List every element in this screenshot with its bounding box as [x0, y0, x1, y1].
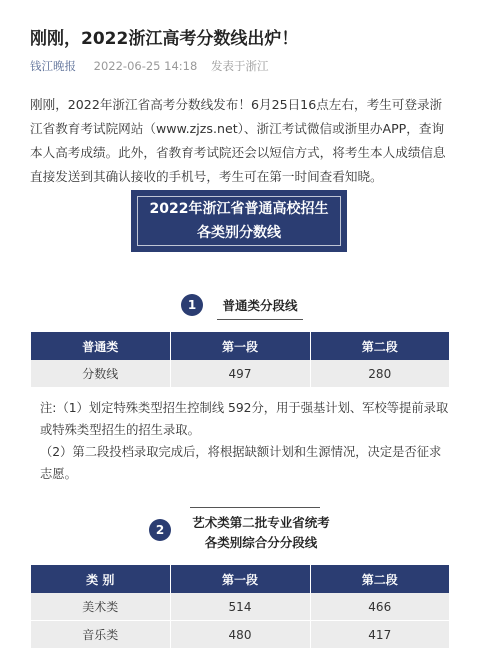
section-2-title-line-2: 各类别综合分分段线 [204, 535, 318, 550]
table-cell: 480 [170, 621, 310, 649]
banner-line-1: 2022年浙江省普通高校招生 [149, 201, 329, 217]
publish-location: 发表于浙江 [210, 59, 269, 73]
section-2-badge: 2 [149, 519, 171, 541]
table-row [31, 360, 449, 388]
section-1-note-2: （2）第二段投档录取完成后，将根据缺额计划和生源情况，决定是否征求志愿。 [40, 445, 442, 481]
table-header-cell: 普通类 [31, 332, 170, 360]
table-cell: 美术类 [31, 593, 170, 621]
section-2-title-line-1: 艺术类第二批专业省统考 [192, 515, 330, 530]
section-1-note-1: 注:（1）划定特殊类型招生控制线 592分，用于强基计划、军校等提前录取或特殊类型招生的招生录取。 [40, 401, 449, 437]
intro-paragraph: 刚刚，2022年浙江省高考分数线发布！6月25日16点左右，考生可登录浙江省教育考试院网站（www.zjzs.net）、浙江考试微信或浙里办APP，查询本人高考成绩。此外，省教育考试院还会以短信方式，将考生本人成绩信息直接发送到其确认接收的手机号，考生可在第一时间查看知晓。 [30, 97, 446, 184]
section-2-top-rule [190, 507, 320, 508]
score-banner [131, 190, 347, 252]
table-cell: 280 [310, 360, 449, 388]
table-cell: 分数线 [31, 360, 170, 388]
article-meta [30, 58, 268, 74]
section-1-table [31, 332, 449, 388]
table-header-row [31, 332, 449, 360]
table-header-cell: 第一段 [170, 332, 310, 360]
account-name-link[interactable]: 钱江晚报 [30, 59, 76, 73]
table-header-row [31, 565, 449, 593]
table-header-cell: 第二段 [310, 332, 449, 360]
table-header-cell: 第一段 [170, 565, 310, 593]
table-cell: 音乐类 [31, 621, 170, 649]
table-cell: 497 [170, 360, 310, 388]
table-cell: 417 [310, 621, 449, 649]
table-header-cell: 第二段 [310, 565, 449, 593]
table-cell: 514 [170, 593, 310, 621]
publish-time: 2022-06-25 14:18 [93, 59, 198, 73]
section-1-badge: 1 [181, 294, 203, 316]
section-1-underline [217, 319, 303, 320]
table-cell: 466 [310, 593, 449, 621]
table-row [31, 593, 449, 621]
table-header-cell: 类 别 [31, 565, 170, 593]
banner-line-2: 各类别分数线 [197, 225, 281, 241]
table-row [31, 621, 449, 649]
section-2-table [31, 565, 449, 649]
section-1-title: 普通类分段线 [222, 298, 298, 313]
article-title: 刚刚，2022浙江高考分数线出炉！ [30, 29, 299, 49]
